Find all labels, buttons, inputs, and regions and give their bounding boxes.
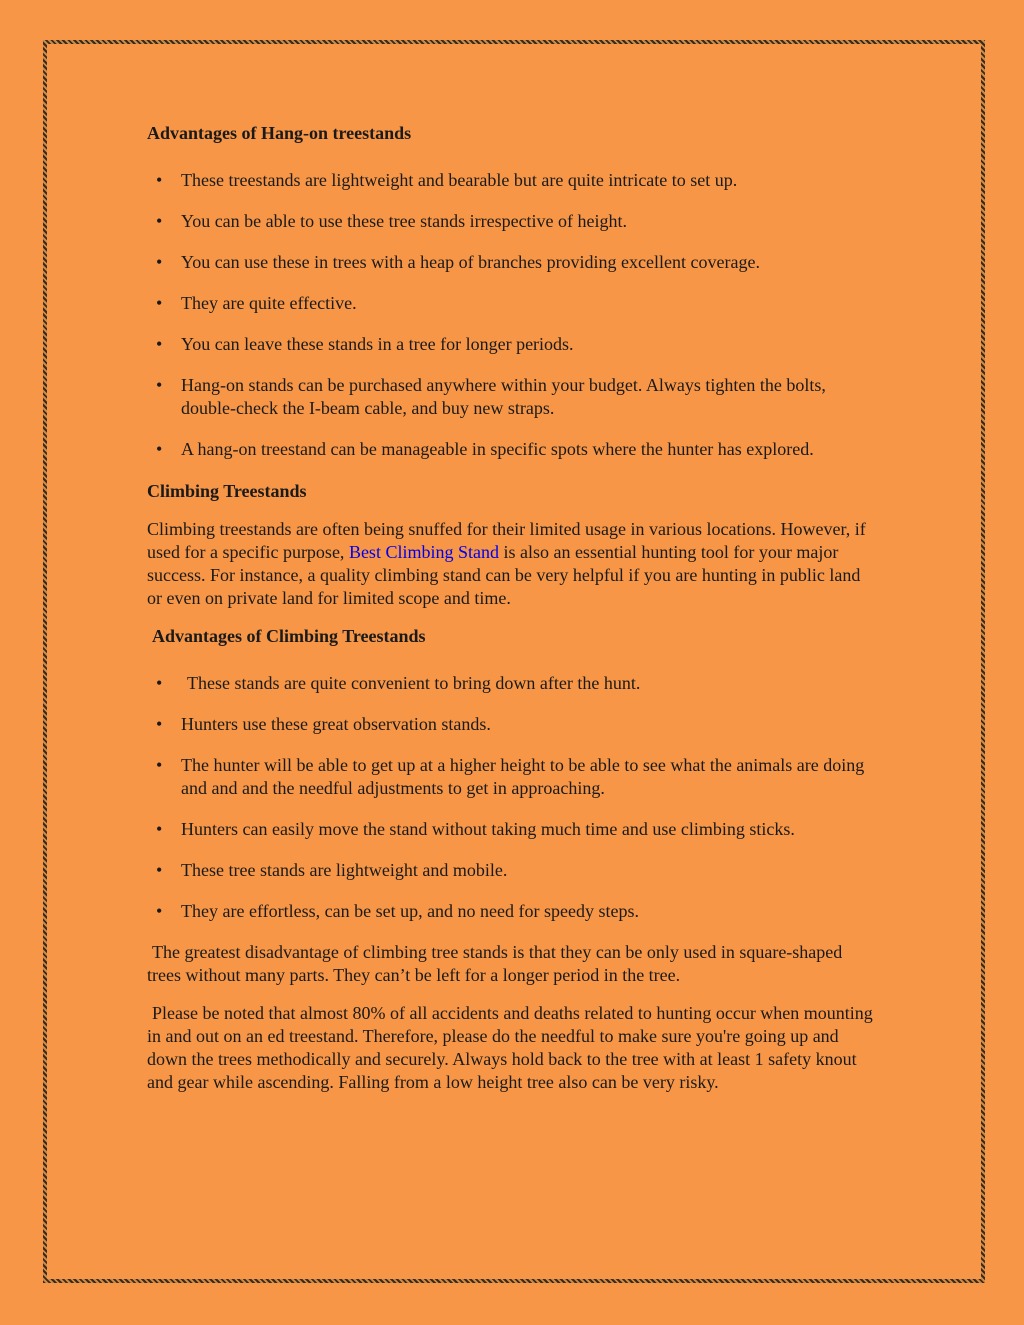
- disadvantage-paragraph: The greatest disadvantage of climbing tree stands is that they can be only used in square-shaped trees without many parts. They can’t be left for a longer period in the tree.: [147, 942, 843, 985]
- bullet-icon: •: [156, 211, 163, 231]
- bullet-icon: •: [156, 334, 163, 354]
- list-item: • You can use these in trees with a heap of branches providing excellent coverage.: [156, 252, 760, 272]
- bullet-icon: •: [156, 170, 163, 190]
- climbing-advantages-list: [147, 672, 882, 923]
- bullet-icon: •: [156, 901, 163, 921]
- list-item: • You can be able to use these tree stands irrespective of height.: [156, 211, 628, 231]
- list-item: • They are effortless, can be set up, and no need for speedy steps.: [156, 901, 640, 921]
- bullet-icon: •: [156, 714, 163, 734]
- list-item: • Hunters can easily move the stand without taking much time and use climbing sticks.: [156, 819, 795, 839]
- list-item: • You can leave these stands in a tree for longer periods.: [156, 334, 574, 354]
- bullet-icon: •: [156, 293, 163, 313]
- bullet-icon: •: [156, 819, 163, 839]
- list-item: • Hunters use these great observation stands.: [156, 714, 491, 734]
- safety-paragraph: Please be noted that almost 80% of all accidents and deaths related to hunting occur when mounting in and out on an ed treestand. Therefore, please do the needful to make sure you're going up and down the trees methodically and securely. Always hold back to the tree with at least 1 safety knout and gear while ascending. Falling from a low height tree also can be very risky.: [147, 1003, 873, 1092]
- bullet-icon: •: [156, 755, 163, 775]
- best-climbing-stand-link[interactable]: Best Climbing Stand: [348, 542, 499, 562]
- bullet-icon: •: [156, 673, 163, 693]
- list-item: • These treestands are lightweight and bearable but are quite intricate to set up.: [156, 170, 738, 190]
- list-item: • They are quite effective.: [156, 293, 357, 313]
- bullet-icon: •: [156, 860, 163, 880]
- section-heading-climbing: Climbing Treestands: [147, 481, 307, 501]
- list-item: • These tree stands are lightweight and mobile.: [156, 860, 508, 880]
- bullet-icon: •: [156, 375, 163, 395]
- section-heading-climbing-advantages: Advantages of Climbing Treestands: [152, 626, 426, 646]
- document-body: [147, 118, 882, 1094]
- list-item: • The hunter will be able to get up at a higher height to be able to see what the animals are doing and and and the needful adjustments to get in approaching.: [156, 755, 865, 798]
- hang-on-advantages-list: [147, 169, 882, 461]
- climbing-intro-paragraph: Climbing treestands are often being snuffed for their limited usage in various locations. However, if used for a specific purpose, Best Climbing Stand is also an essential hunting tool for your major success. For instance, a quality climbing stand can be very helpful if you are hunting in public land or even on private land for limited scope and time.: [147, 519, 866, 608]
- list-item: • Hang-on stands can be purchased anywhere within your budget. Always tighten the bolts, double-check the I-beam cable, and buy new straps.: [156, 375, 826, 418]
- list-item: • These stands are quite convenient to bring down after the hunt.: [156, 673, 641, 693]
- section-heading-hang-on: Advantages of Hang-on treestands: [147, 123, 412, 143]
- bullet-icon: •: [156, 252, 163, 272]
- list-item: • A hang-on treestand can be manageable in specific spots where the hunter has explored.: [156, 439, 814, 459]
- bullet-icon: •: [156, 439, 163, 459]
